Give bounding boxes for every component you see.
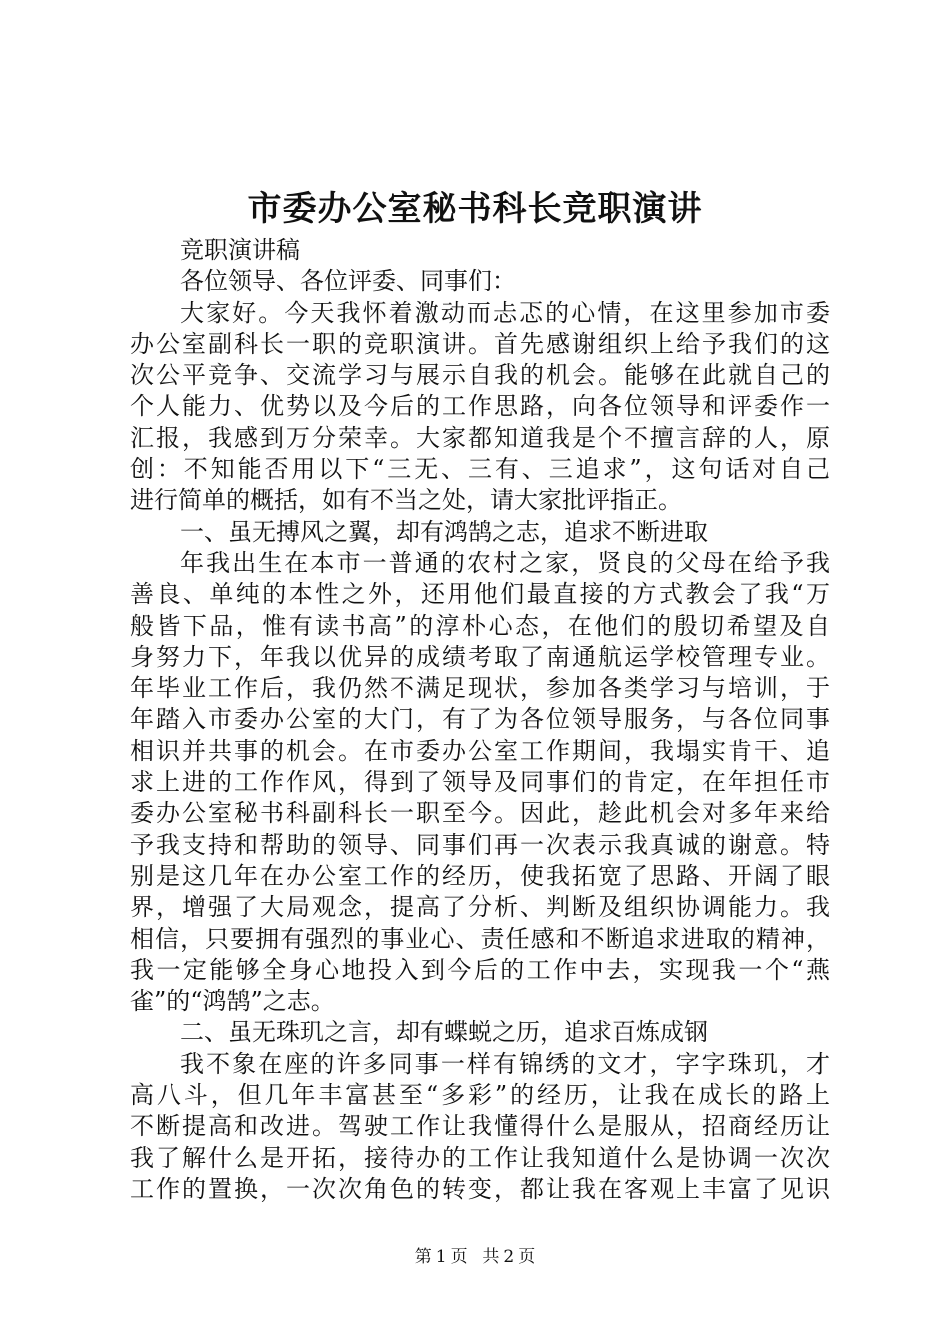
footer-page-number: 1 — [435, 1247, 447, 1267]
body-line: 年踏入市委办公室的大门，有了为各位领导服务，与各位同事 — [130, 705, 830, 734]
body-line: 我了解什么是开拓，接待办的工作让我知道什么是协调一次次 — [130, 1143, 830, 1172]
body-line: 我不象在座的许多同事一样有锦绣的文才，字字珠玑，才 — [180, 1049, 830, 1078]
body-line: 相识并共事的机会。在市委办公室工作期间，我塌实肯干、追 — [130, 736, 830, 765]
body-line: 我一定能够全身心地投入到今后的工作中去，实现我一个“燕 — [130, 955, 830, 984]
footer-page-unit: 页 — [450, 1247, 468, 1267]
footer-total-label: 共 — [482, 1247, 500, 1267]
body-line: 高八斗，但几年丰富甚至“多彩”的经历，让我在成长的路上 — [130, 1081, 830, 1110]
footer-total-unit: 页 — [518, 1247, 536, 1267]
body-line: 不断提高和改进。驾驶工作让我懂得什么是服从，招商经历让 — [130, 1112, 830, 1141]
body-line: 别是这几年在办公室工作的经历，使我拓宽了思路、开阔了眼 — [130, 861, 830, 890]
body-line: 进行简单的概括，如有不当之处，请大家批评指正。 — [130, 486, 682, 515]
body-line: 善良、单纯的本性之外，还用他们最直接的方式教会了我“万 — [130, 580, 830, 609]
body-line: 求上进的工作作风，得到了领导及同事们的肯定，在年担任市 — [130, 768, 830, 797]
body-line: 予我支持和帮助的领导、同事们再一次表示我真诚的谢意。特 — [130, 830, 830, 859]
body-line: 身努力下，年我以优异的成绩考取了南通航运学校管理专业。 — [130, 642, 830, 671]
body-line: 各位领导、各位评委、同事们： — [180, 267, 516, 296]
body-line: 一、虽无搏风之翼，却有鸿鹄之志，追求不断进取 — [180, 517, 708, 546]
footer-total-pages: 2 — [503, 1247, 515, 1267]
body-line: 工作的置换，一次次角色的转变，都让我在客观上丰富了见识 — [130, 1174, 830, 1203]
body-line: 办公室副科长一职的竞职演讲。首先感谢组织上给予我们的这 — [130, 329, 830, 358]
body-line: 次公平竞争、交流学习与展示自我的机会。能够在此就自己的 — [130, 361, 830, 390]
body-line: 竞职演讲稿 — [180, 236, 300, 264]
body-line: 二、虽无珠玑之言，却有蝶蜕之历，追求百炼成钢 — [180, 1018, 708, 1047]
body-line: 般皆下品，惟有读书高”的淳朴心态，在他们的殷切希望及自 — [130, 611, 830, 640]
document-title: 市委办公室秘书科长竞职演讲 — [247, 189, 703, 229]
body-line: 界，增强了大局观念，提高了分析、判断及组织协调能力。我 — [130, 893, 830, 922]
footer-page-label: 第 — [414, 1247, 432, 1267]
body-line: 大家好。今天我怀着激动而忐忑的心情，在这里参加市委 — [180, 298, 830, 327]
body-line: 委办公室秘书科副科长一职至今。因此，趁此机会对多年来给 — [130, 799, 830, 828]
body-line: 年我出生在本市一普通的农村之家，贤良的父母在给予我 — [180, 548, 830, 577]
body-line: 相信，只要拥有强烈的事业心、责任感和不断追求进取的精神， — [130, 924, 830, 953]
body-line: 汇报，我感到万分荣幸。大家都知道我是个不擅言辞的人，原 — [130, 423, 830, 452]
body-line: 雀”的“鸿鹄”之志。 — [130, 987, 335, 1016]
body-line: 创：不知能否用以下“三无、三有、三追求”，这句话对自己 — [130, 455, 830, 484]
body-line: 个人能力、优势以及今后的工作思路，向各位领导和评委作一 — [130, 392, 830, 421]
page-footer — [0, 1244, 950, 1270]
document-body — [130, 235, 830, 1205]
body-line: 年毕业工作后，我仍然不满足现状，参加各类学习与培训，于 — [130, 674, 830, 703]
